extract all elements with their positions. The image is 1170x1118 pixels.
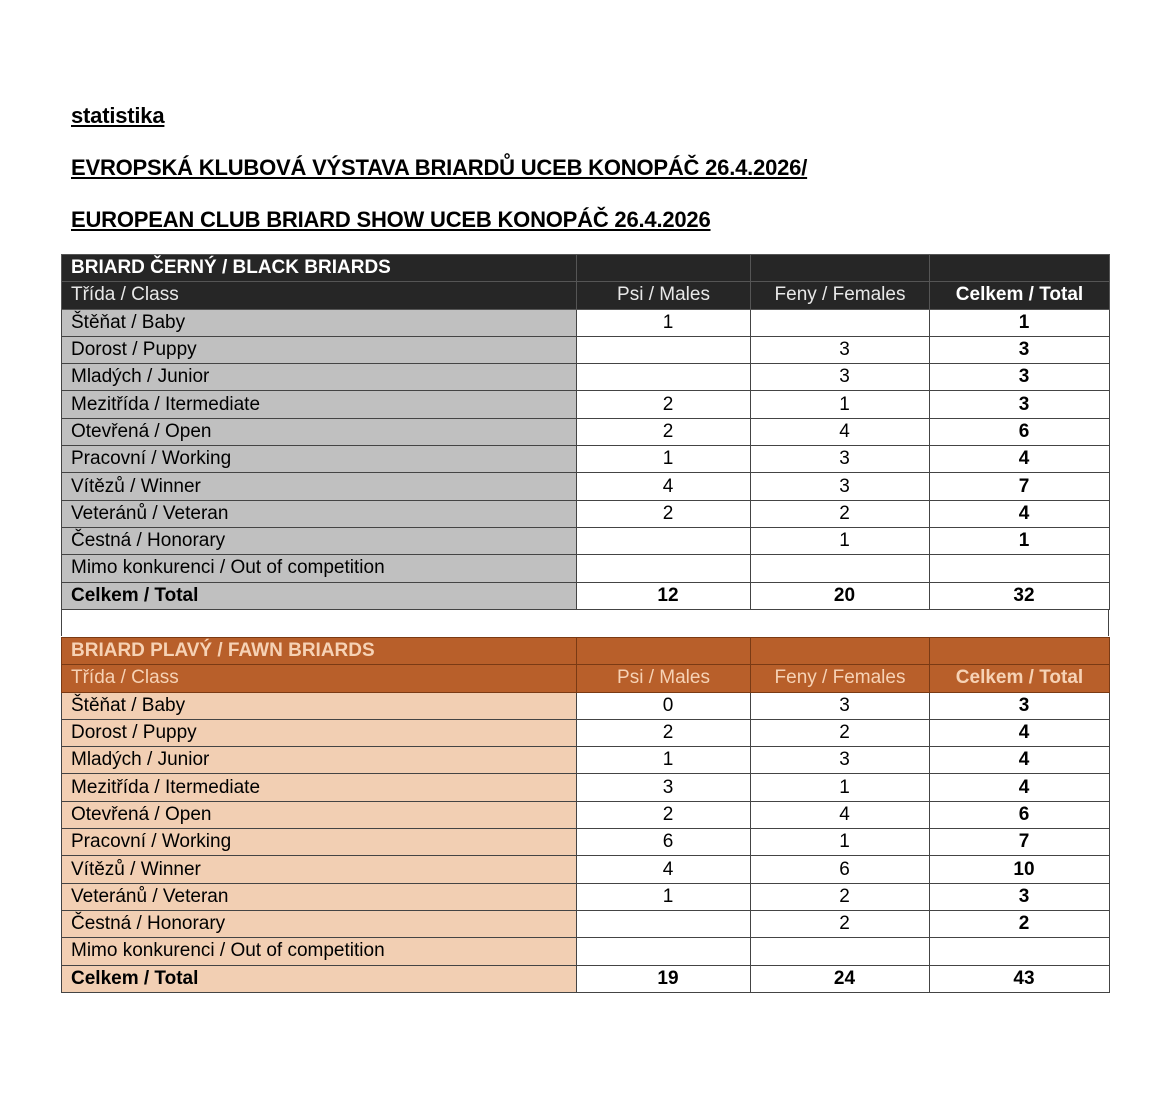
females-count [751, 309, 930, 336]
females-count: 2 [751, 910, 930, 937]
males-count: 2 [577, 719, 751, 746]
total-count: 3 [930, 883, 1110, 910]
total-count: 4 [930, 500, 1110, 527]
header-blank-cell [930, 255, 1110, 282]
total-count: 3 [930, 364, 1110, 391]
females-count: 3 [751, 692, 930, 719]
males-count: 1 [577, 446, 751, 473]
class-label: Otevřená / Open [62, 418, 577, 445]
class-label: Vítězů / Winner [62, 856, 577, 883]
males-count: 6 [577, 829, 751, 856]
total-count: 7 [930, 829, 1110, 856]
table-row [62, 747, 1110, 774]
females-count: 2 [751, 500, 930, 527]
males-count: 2 [577, 500, 751, 527]
header-blank-cell [577, 638, 751, 665]
table-caption-row [62, 255, 1110, 282]
table-row [62, 774, 1110, 801]
total-count: 2 [930, 910, 1110, 937]
total-count: 4 [930, 719, 1110, 746]
class-label: Otevřená / Open [62, 801, 577, 828]
header-blank-cell [751, 255, 930, 282]
table-caption: BRIARD PLAVÝ / FAWN BRIARDS [62, 638, 577, 665]
males-count: 0 [577, 692, 751, 719]
summary-total: 43 [930, 965, 1110, 992]
black-briards-table [61, 254, 1110, 610]
females-count: 4 [751, 801, 930, 828]
summary-males: 12 [577, 582, 751, 609]
table-row [62, 336, 1110, 363]
table-row [62, 856, 1110, 883]
document-heading: statistika [71, 103, 165, 128]
total-count: 3 [930, 336, 1110, 363]
summary-row [62, 582, 1110, 609]
males-count: 2 [577, 391, 751, 418]
table-row [62, 883, 1110, 910]
males-count [577, 938, 751, 965]
males-count [577, 336, 751, 363]
column-header-males: Psi / Males [577, 665, 751, 692]
header-blank-cell [577, 255, 751, 282]
header-blank-cell [930, 638, 1110, 665]
summary-males: 19 [577, 965, 751, 992]
males-count: 4 [577, 856, 751, 883]
total-count: 7 [930, 473, 1110, 500]
females-count: 1 [751, 527, 930, 554]
males-count: 3 [577, 774, 751, 801]
females-count: 2 [751, 719, 930, 746]
females-count: 3 [751, 364, 930, 391]
column-header-females: Feny / Females [751, 282, 930, 309]
females-count: 2 [751, 883, 930, 910]
total-count: 4 [930, 446, 1110, 473]
total-count [930, 555, 1110, 582]
table-row [62, 309, 1110, 336]
fawn-briards-table [61, 637, 1110, 993]
females-count [751, 555, 930, 582]
column-header-row [62, 665, 1110, 692]
column-header-class: Třída / Class [62, 282, 577, 309]
table-row [62, 829, 1110, 856]
class-label: Vítězů / Winner [62, 473, 577, 500]
males-count [577, 527, 751, 554]
females-count: 3 [751, 473, 930, 500]
males-count: 1 [577, 747, 751, 774]
summary-total: 32 [930, 582, 1110, 609]
table-row [62, 801, 1110, 828]
class-label: Čestná / Honorary [62, 527, 577, 554]
class-label: Čestná / Honorary [62, 910, 577, 937]
total-count: 1 [930, 309, 1110, 336]
class-label: Dorost / Puppy [62, 719, 577, 746]
males-count: 1 [577, 883, 751, 910]
column-header-total: Celkem / Total [930, 282, 1110, 309]
summary-females: 20 [751, 582, 930, 609]
total-count: 1 [930, 527, 1110, 554]
table-row [62, 418, 1110, 445]
table-row [62, 473, 1110, 500]
females-count: 1 [751, 829, 930, 856]
class-label: Mimo konkurenci / Out of competition [62, 938, 577, 965]
table-row [62, 910, 1110, 937]
males-count: 1 [577, 309, 751, 336]
males-count: 4 [577, 473, 751, 500]
summary-females: 24 [751, 965, 930, 992]
class-label: Mladých / Junior [62, 364, 577, 391]
class-label: Pracovní / Working [62, 446, 577, 473]
column-header-females: Feny / Females [751, 665, 930, 692]
females-count: 1 [751, 391, 930, 418]
table-row [62, 391, 1110, 418]
class-label: Mladých / Junior [62, 747, 577, 774]
summary-label: Celkem / Total [62, 582, 577, 609]
females-count: 1 [751, 774, 930, 801]
class-label: Štěňat / Baby [62, 692, 577, 719]
males-count: 2 [577, 801, 751, 828]
table-row [62, 938, 1110, 965]
total-count: 4 [930, 747, 1110, 774]
males-count [577, 364, 751, 391]
males-count: 2 [577, 418, 751, 445]
summary-row [62, 965, 1110, 992]
summary-label: Celkem / Total [62, 965, 577, 992]
total-count: 6 [930, 418, 1110, 445]
table-row [62, 500, 1110, 527]
females-count: 4 [751, 418, 930, 445]
title-czech: EVROPSKÁ KLUBOVÁ VÝSTAVA BRIARDŮ UCEB KONOPÁČ 26.4.2026/ [71, 155, 808, 180]
table-row [62, 719, 1110, 746]
class-label: Veteránů / Veteran [62, 883, 577, 910]
males-count [577, 555, 751, 582]
column-header-total: Celkem / Total [930, 665, 1110, 692]
females-count: 6 [751, 856, 930, 883]
class-label: Pracovní / Working [62, 829, 577, 856]
females-count: 3 [751, 446, 930, 473]
class-label: Mezitřída / Itermediate [62, 774, 577, 801]
class-label: Mimo konkurenci / Out of competition [62, 555, 577, 582]
column-header-males: Psi / Males [577, 282, 751, 309]
table-row [62, 692, 1110, 719]
column-header-class: Třída / Class [62, 665, 577, 692]
class-label: Mezitřída / Itermediate [62, 391, 577, 418]
table-row [62, 527, 1110, 554]
total-count [930, 938, 1110, 965]
table-spacer [61, 610, 1109, 636]
females-count: 3 [751, 747, 930, 774]
column-header-row [62, 282, 1110, 309]
total-count: 3 [930, 692, 1110, 719]
class-label: Dorost / Puppy [62, 336, 577, 363]
total-count: 4 [930, 774, 1110, 801]
table-row [62, 364, 1110, 391]
table-row [62, 555, 1110, 582]
class-label: Štěňat / Baby [62, 309, 577, 336]
females-count: 3 [751, 336, 930, 363]
males-count [577, 910, 751, 937]
table-row [62, 446, 1110, 473]
table-caption: BRIARD ČERNÝ / BLACK BRIARDS [62, 255, 577, 282]
females-count [751, 938, 930, 965]
total-count: 3 [930, 391, 1110, 418]
title-english: EUROPEAN CLUB BRIARD SHOW UCEB KONOPÁČ 26.4.2026 [71, 207, 711, 232]
total-count: 6 [930, 801, 1110, 828]
table-caption-row [62, 638, 1110, 665]
class-label: Veteránů / Veteran [62, 500, 577, 527]
total-count: 10 [930, 856, 1110, 883]
header-blank-cell [751, 638, 930, 665]
